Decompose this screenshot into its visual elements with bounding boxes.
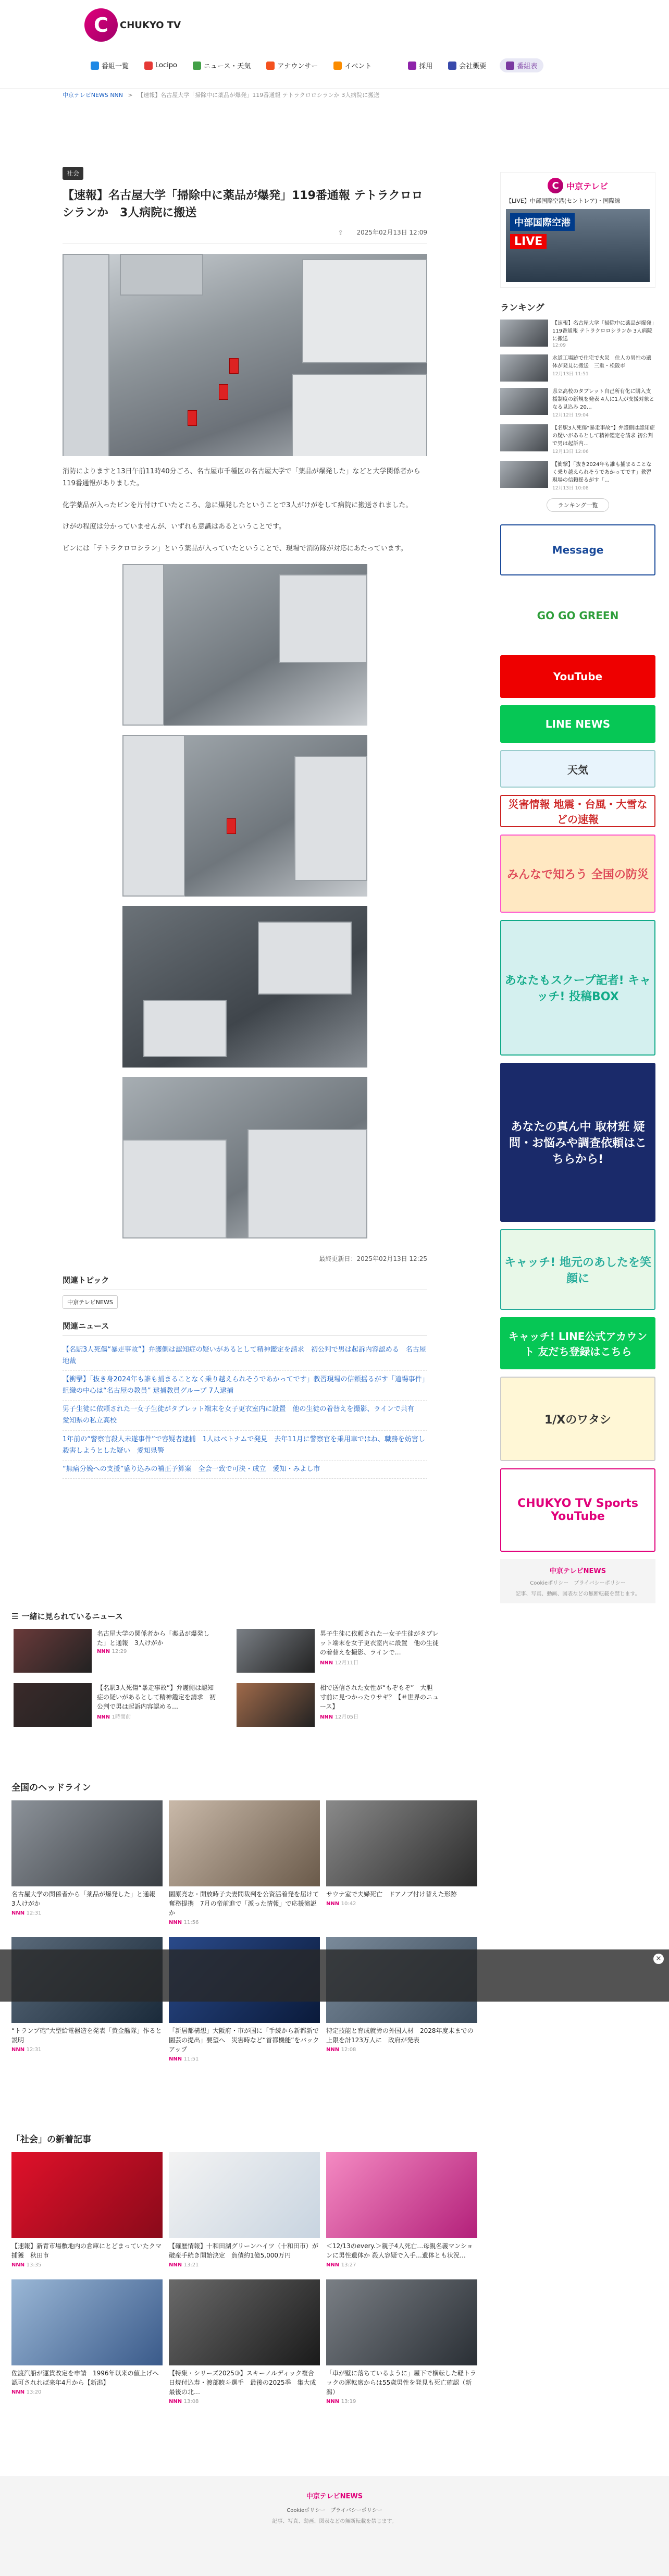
related-link[interactable]: “無痛分娩への支援”盛り込みの補正予算案 全会一致で可決・成立 愛知・みよし市 bbox=[63, 1461, 427, 1479]
ranking-item[interactable] bbox=[500, 320, 655, 348]
news-source bbox=[326, 2399, 477, 2405]
live-badge: LIVE bbox=[510, 234, 547, 249]
date-text: 12:31 bbox=[26, 2047, 42, 2053]
source-badge: NNN bbox=[97, 1649, 112, 1654]
related-list bbox=[63, 1341, 427, 1479]
ranking-date: 12月13日 11:51 bbox=[552, 372, 589, 377]
updated-date: 最終更新日：2025年02月13日 12:25 bbox=[319, 1255, 427, 1262]
nav-item[interactable] bbox=[89, 58, 131, 72]
ranking-title-text: 【名駅3人死傷“暴走事故”】弁護側は認知症の疑いがあるとして精神鑑定を請求 初公判で男は起訴内… bbox=[552, 425, 655, 447]
promo-banner[interactable]: YouTube bbox=[500, 655, 655, 698]
source-badge: NNN bbox=[97, 1714, 112, 1720]
article-photo bbox=[122, 735, 367, 897]
nav-item[interactable] bbox=[331, 58, 374, 72]
news-title: 「車が壁に落ちているように」屋下で横転した軽トラックの運転席からは55歳男性を発見も死亡確認（新潟） bbox=[326, 2370, 476, 2396]
national-title: 全国のヘッドライン bbox=[11, 1783, 91, 1793]
news-text bbox=[97, 1629, 216, 1673]
banner-list bbox=[500, 524, 655, 1552]
nav-label: 番組一覧 bbox=[102, 63, 129, 70]
source-badge: NNN bbox=[11, 2389, 27, 2395]
news-card[interactable] bbox=[326, 2152, 477, 2268]
news-thumbnail bbox=[169, 1800, 320, 1886]
social-latest bbox=[11, 2132, 480, 2405]
ranking-item[interactable] bbox=[500, 388, 655, 418]
promo-banner[interactable]: みんなで知ろう 全国の防災 bbox=[500, 835, 655, 913]
promo-banner[interactable]: あなたの真ん中 取材班 疑問・お悩みや調査依頼はこちらから! bbox=[500, 1063, 655, 1222]
related-link[interactable]: 【衝撃】「抜き身2024年も誰も捕まることなく乗り越えられそうであかってです」教習現場の信頼揺るがす「道場事件」組織の中心は“名古屋の教員” 逮捕教員グループ 7人逮捕 bbox=[63, 1371, 427, 1401]
footer-copy: 記事、写真、動画、図表などの無断転載を禁じます。 bbox=[272, 2519, 397, 2524]
promo-banner[interactable]: キャッチ! 地元のあしたを笑顔に bbox=[500, 1229, 655, 1310]
news-source bbox=[11, 2047, 163, 2053]
date-text: 13:21 bbox=[183, 2262, 199, 2268]
topics-title: 関連トピック bbox=[63, 1274, 427, 1290]
date-text: 13:35 bbox=[26, 2262, 42, 2268]
category-badge[interactable]: 社会 bbox=[63, 167, 83, 180]
ranking-date: 12:09 bbox=[552, 343, 566, 348]
ranking-list bbox=[500, 320, 655, 491]
news-text bbox=[97, 1683, 216, 1727]
news-card[interactable] bbox=[169, 2152, 320, 2268]
article-meta bbox=[63, 228, 427, 243]
topic-tag[interactable]: 中京テレビNEWS bbox=[63, 1295, 118, 1309]
news-thumbnail bbox=[14, 1683, 92, 1727]
source-badge: NNN bbox=[326, 2047, 341, 2053]
date-text: 10:42 bbox=[341, 1901, 356, 1907]
logo-text: CHUKYO TV bbox=[120, 19, 181, 31]
sidebar-footer-logo[interactable]: 中京テレビNEWS bbox=[549, 1567, 606, 1575]
source-badge: NNN bbox=[11, 2047, 27, 2053]
related-link[interactable]: 1年前の“警察官殺人未遂事件”で容疑者逮捕 1人はベトナムで発見 去年11月に警察官を乗用車ではね、職務を妨害し殺害しようとした疑い 愛知県警 bbox=[63, 1431, 427, 1461]
news-source bbox=[326, 1901, 477, 1907]
news-thumbnail bbox=[169, 2279, 320, 2365]
breadcrumb-home[interactable]: 中京テレビNEWS NNN bbox=[63, 92, 123, 99]
nav-label: イベント bbox=[344, 63, 372, 70]
footer-links[interactable]: Cookieポリシー プライバシーポリシー bbox=[287, 2508, 382, 2513]
list-icon: ☰ bbox=[11, 1611, 19, 1621]
promo-banner[interactable]: あなたもスクープ記者! キャッチ! 投稿BOX bbox=[500, 920, 655, 1056]
ranking-thumbnail bbox=[500, 461, 548, 488]
site-logo[interactable] bbox=[84, 8, 181, 42]
share-icon[interactable]: ⇪ bbox=[338, 229, 343, 236]
news-text bbox=[320, 1683, 439, 1727]
date-text: 12:08 bbox=[341, 2047, 356, 2053]
news-title: 名古屋大学の関係者から「薬品が爆発した」と通報 3人けがか bbox=[11, 1891, 162, 1907]
news-thumbnail bbox=[11, 1800, 163, 1886]
ranking-more-button[interactable]: ランキング一覧 bbox=[547, 498, 609, 512]
news-title: 「新居都構想」大阪府・市が国に「手続から新都新で園芸の提出」要望へ 災害時など“首都機能”をバックアップ bbox=[169, 2027, 319, 2053]
live-thumbnail bbox=[506, 209, 650, 282]
ranking-title: ランキング bbox=[500, 303, 544, 313]
news-thumbnail bbox=[237, 1629, 315, 1673]
person-icon bbox=[408, 62, 416, 70]
national-grid bbox=[11, 1800, 480, 2062]
article bbox=[63, 167, 427, 1479]
news-title: “トランプ砲”大型給電器造を発表「黄金艦隊」作ると説明 bbox=[11, 2027, 162, 2044]
news-thumbnail bbox=[11, 2152, 163, 2238]
ranking-text bbox=[552, 354, 655, 382]
site-header bbox=[0, 0, 669, 89]
ranking-thumbnail bbox=[500, 354, 548, 382]
ranking-title-text: 県立高校のタブレット自己所有化に購入支援制度の新規を発表 4人に1人が支援対象となる見込み 20… bbox=[552, 389, 654, 410]
news-card[interactable] bbox=[11, 1800, 163, 1925]
promo-banner[interactable]: LINE NEWS bbox=[500, 705, 655, 743]
read-also-section bbox=[11, 1611, 439, 1727]
date-text: 13:19 bbox=[341, 2399, 356, 2405]
news-source bbox=[11, 2262, 163, 2268]
article-paragraph: ビンには「テトラクロロシラン」という薬品が入っていたということで、現場で消防隊が対応にあたっています。 bbox=[63, 544, 407, 553]
tv-icon bbox=[91, 62, 99, 70]
source-badge: NNN bbox=[11, 1910, 27, 1916]
promo-banner[interactable]: 災害情報 地震・台風・大雪などの速報 bbox=[500, 795, 655, 827]
nav-label: 番組表 bbox=[517, 63, 538, 70]
sidebar-footer-note: 記事、写真、動画、図表などの無断転載を禁じます。 bbox=[515, 1591, 640, 1597]
sidebar-footer bbox=[500, 1559, 655, 1603]
live-title: 【LIVE】中部国際空港(セントレア)・国際線 bbox=[506, 198, 621, 204]
nav-label: 採用 bbox=[419, 63, 433, 70]
ranking-date: 12月13日 12:06 bbox=[552, 449, 589, 455]
news-title: 特定技能と育成就労の外国人材 2028年度末までの上限を計123万人に 政府が発表 bbox=[326, 2027, 474, 2044]
social-title: 「社会」の新着記事 bbox=[11, 2135, 91, 2145]
news-title: 男子生徒に依頼された一女子生徒がタブレット端末を女子更衣室内に設置 他の生徒の着替えを撮影、ラインで… bbox=[320, 1630, 439, 1656]
promo-banner[interactable]: CHUKYO TV Sports YouTube bbox=[500, 1468, 655, 1552]
ranking-date: 12月12日 19:04 bbox=[552, 413, 589, 418]
news-title: 園原亮志・開放時子夫妻間裁判を公資活着発を届けて奮務提携 7月の帝前進で「派った情報」で応援演説か bbox=[169, 1891, 319, 1917]
social-grid bbox=[11, 2152, 480, 2405]
news-title: 相で送信された女性が“もぞもぞ” 大胆寸前に見つかったウサギ？【＃世界のニュース】 bbox=[320, 1684, 439, 1710]
news-thumbnail bbox=[237, 1683, 315, 1727]
source-badge: NNN bbox=[326, 2399, 341, 2405]
date-text: 11:51 bbox=[183, 2056, 199, 2062]
news-thumbnail bbox=[326, 1800, 477, 1886]
airport-label: 中部国際空港 bbox=[510, 213, 575, 231]
nav-label: Locipo bbox=[155, 62, 177, 69]
news-source bbox=[169, 2056, 320, 2062]
live-brand: 中京テレビ bbox=[566, 181, 608, 191]
article-date: 2025年02月13日 12:09 bbox=[356, 229, 427, 236]
date-text: 11:56 bbox=[183, 1920, 199, 1925]
live-logo-icon: C bbox=[548, 178, 563, 193]
news-title: 【名駅3人死傷“暴走事故”】弁護側は認知症の疑いがあるとして精神鑑定を請求 初公判で男は起訴内容認める… bbox=[97, 1684, 216, 1710]
article-body bbox=[63, 465, 427, 555]
news-source bbox=[326, 2262, 477, 2268]
news-source bbox=[326, 2047, 477, 2053]
nav-item[interactable] bbox=[500, 58, 543, 72]
news-date bbox=[97, 1712, 216, 1720]
ranking-title-text: 【速報】名古屋大学「掃除中に薬品が爆発」119番通報 テトラクロロシランか 3人病院に搬送 bbox=[552, 321, 654, 342]
source-badge: NNN bbox=[169, 1920, 184, 1925]
news-card[interactable] bbox=[326, 1800, 477, 1925]
ranking-text bbox=[552, 424, 655, 455]
news-title: 【速報】新青市場敷地内の倉庫にとどまっていたクマ捕獲 秋田市 bbox=[11, 2242, 162, 2259]
date-text: 13:08 bbox=[183, 2399, 199, 2405]
news-card[interactable] bbox=[326, 2279, 477, 2405]
footer-logo[interactable]: 中京テレビNEWS bbox=[306, 2493, 363, 2500]
ranking-thumbnail bbox=[500, 424, 548, 451]
source-badge: NNN bbox=[320, 1714, 335, 1720]
nav-item[interactable] bbox=[406, 58, 435, 72]
read-also-heading bbox=[11, 1611, 439, 1622]
promo-banner[interactable]: Message bbox=[500, 524, 655, 575]
source-badge: NNN bbox=[326, 2262, 341, 2268]
article-title: 【速報】名古屋大学「掃除中に薬品が爆発」119番通報 テトラクロロシランか 3人病院に搬送 bbox=[63, 189, 423, 219]
news-title: 名古屋大学の関係者から「薬品が爆発した」と通報 3人けがか bbox=[97, 1630, 210, 1647]
ranking-title-text: 水道工場跡で住宅で火災 住人の男性の遺体が発見に搬送 三重・松阪市 bbox=[552, 355, 651, 369]
news-thumbnail bbox=[326, 2152, 477, 2238]
date-text: 12月05日 bbox=[334, 1714, 359, 1720]
date-text: 13:27 bbox=[341, 2262, 356, 2268]
schedule-icon bbox=[506, 62, 514, 70]
mic-icon bbox=[266, 62, 275, 70]
news-card[interactable] bbox=[169, 1800, 320, 1925]
news-thumbnail bbox=[169, 2152, 320, 2238]
list-item[interactable] bbox=[14, 1629, 216, 1673]
list-item[interactable] bbox=[237, 1629, 439, 1673]
nav-item[interactable] bbox=[191, 58, 253, 72]
news-card[interactable] bbox=[11, 2152, 163, 2268]
news-card[interactable] bbox=[169, 2279, 323, 2405]
ranking-thumbnail bbox=[500, 320, 548, 347]
ranking-item[interactable] bbox=[500, 424, 655, 455]
promo-banner[interactable]: キャッチ! LINE公式アカウント 友だち登録はこちら bbox=[500, 1317, 655, 1369]
nav-item[interactable] bbox=[264, 58, 320, 72]
article-photo bbox=[122, 1077, 367, 1238]
news-thumbnail bbox=[11, 2279, 163, 2365]
ranking-title-text: 【衝撃】「抜き2024年も誰も捕まることなく乗り越えられそうであかってです」教習現場の信頼揺るがす「… bbox=[552, 462, 652, 483]
news-title: 【特集・シリーズ2025③】スキーノルディック複合 日焼付込寿・渡部暁斗選手 最後の2025季 集大成 最後の北… bbox=[169, 2370, 323, 2396]
nav-label: アナウンサー bbox=[277, 63, 318, 70]
promo-banner[interactable]: GO GO GREEN bbox=[500, 583, 655, 648]
related-link[interactable]: 【名駅3人死傷“暴走事故”】弁護側は認知症の疑いがあるとして精神鑑定を請求 初公判で男は起訴内容認める 名古屋地裁 bbox=[63, 1341, 427, 1371]
source-badge: NNN bbox=[169, 2399, 184, 2405]
article-paragraph: 化学薬品が入ったビンを片付けていたところ、急に爆発したということで3人がけがをして病院に搬送されました。 bbox=[63, 501, 413, 509]
article-paragraph: 消防によりますと13日午前11時40分ごろ、名古屋市千種区の名古屋大学で「薬品が爆発した」などと大学関係者から119番通報がありました。 bbox=[63, 468, 420, 488]
list-item[interactable] bbox=[14, 1683, 216, 1727]
news-thumbnail bbox=[326, 2279, 477, 2365]
read-also-grid bbox=[11, 1629, 439, 1727]
building-icon bbox=[448, 62, 456, 70]
read-also-title: 一緒に見られているニュース bbox=[21, 1612, 123, 1621]
source-badge: NNN bbox=[169, 2056, 184, 2062]
news-date bbox=[97, 1649, 216, 1654]
news-source bbox=[11, 1910, 163, 1916]
news-text bbox=[320, 1629, 439, 1673]
ranking-text bbox=[552, 461, 655, 491]
news-title: 佐渡汽船が運貨改定を申請 1996年以来の値上げへ 認可されれば来年4月から【新潟】 bbox=[11, 2370, 165, 2386]
news-source bbox=[169, 1920, 320, 1925]
ranking-date: 12月13日 10:08 bbox=[552, 486, 589, 491]
source-badge: NNN bbox=[326, 1901, 341, 1907]
ranking-item[interactable] bbox=[500, 461, 655, 491]
ranking-text bbox=[552, 320, 655, 348]
news-title: サウナ室で夫婦死亡 ドアノブ付け替えた形跡 bbox=[326, 1891, 457, 1898]
news-card[interactable] bbox=[11, 2279, 163, 2405]
source-badge: NNN bbox=[320, 1660, 335, 1666]
ranking-thumbnail bbox=[500, 388, 548, 415]
source-badge: NNN bbox=[169, 2262, 184, 2268]
nav-item[interactable] bbox=[142, 59, 179, 72]
news-thumbnail bbox=[14, 1629, 92, 1673]
ranking-text bbox=[552, 388, 655, 418]
date-text: 12月11日 bbox=[334, 1660, 359, 1666]
hero-image bbox=[63, 254, 427, 456]
article-photo bbox=[122, 906, 367, 1068]
promo-banner[interactable]: 天気 bbox=[500, 750, 655, 788]
national-headlines bbox=[11, 1780, 480, 2062]
nav-item[interactable] bbox=[446, 58, 488, 72]
related-link[interactable]: 男子生徒に依頼された一女子生徒がタブレット端末を女子更衣室内に設置 他の生徒の着替えを撮影、ラインで共有 愛知県の私立高校 bbox=[63, 1401, 427, 1430]
related-title: 関連ニュース bbox=[63, 1320, 427, 1336]
source-badge: NNN bbox=[11, 2262, 27, 2268]
page-footer bbox=[0, 2476, 669, 2576]
ad-overlay bbox=[0, 1949, 669, 2002]
news-source bbox=[169, 2399, 320, 2405]
main-nav bbox=[89, 58, 543, 72]
date-text: 12:29 bbox=[112, 1649, 127, 1654]
news-icon bbox=[193, 62, 201, 70]
list-item[interactable] bbox=[237, 1683, 439, 1727]
nav-label: ニュース・天気 bbox=[203, 63, 251, 70]
news-date bbox=[320, 1658, 439, 1666]
promo-banner[interactable]: 1/Xのワタシ bbox=[500, 1377, 655, 1461]
date-text: 12:31 bbox=[26, 1910, 42, 1916]
live-card[interactable] bbox=[500, 172, 655, 288]
sidebar-footer-links[interactable]: Cookieポリシー プライバシーポリシー bbox=[530, 1580, 626, 1586]
news-date bbox=[320, 1712, 439, 1720]
sidebar bbox=[500, 172, 655, 1603]
date-text: 13:20 bbox=[26, 2389, 42, 2395]
ranking-item[interactable] bbox=[500, 354, 655, 382]
news-source bbox=[169, 2262, 320, 2268]
breadcrumb: 中京テレビNEWS NNN > 【速報】名古屋大学「掃除中に薬品が爆発」119番通報 テトラクロロシランか 3人病院に搬送 bbox=[63, 92, 380, 99]
logo-mark: C bbox=[84, 8, 118, 42]
article-paragraph: けがの程度は分かっていませんが、いずれも意識はあるということです。 bbox=[63, 523, 286, 531]
play-icon bbox=[144, 62, 153, 70]
article-photo bbox=[122, 564, 367, 726]
event-icon bbox=[333, 62, 342, 70]
news-title: ＜12/13のevery.＞親子4人死亡…母親名義マンションに男性遺体か 殺人容疑で入手…遺体とも状況… bbox=[326, 2242, 473, 2259]
breadcrumb-current: 【速報】名古屋大学「掃除中に薬品が爆発」119番通報 テトラクロロシランか 3人病院に搬送 bbox=[138, 92, 380, 99]
date-text: 1時間前 bbox=[112, 1714, 131, 1720]
close-icon[interactable]: × bbox=[653, 1954, 664, 1964]
news-title: 【確歴情報】十和田湖グリーンハイツ（十和田市）が破産手続き開始決定 負債約1億5,000万円 bbox=[169, 2242, 318, 2259]
nav-label: 会社概要 bbox=[459, 63, 487, 70]
news-source bbox=[11, 2389, 163, 2395]
